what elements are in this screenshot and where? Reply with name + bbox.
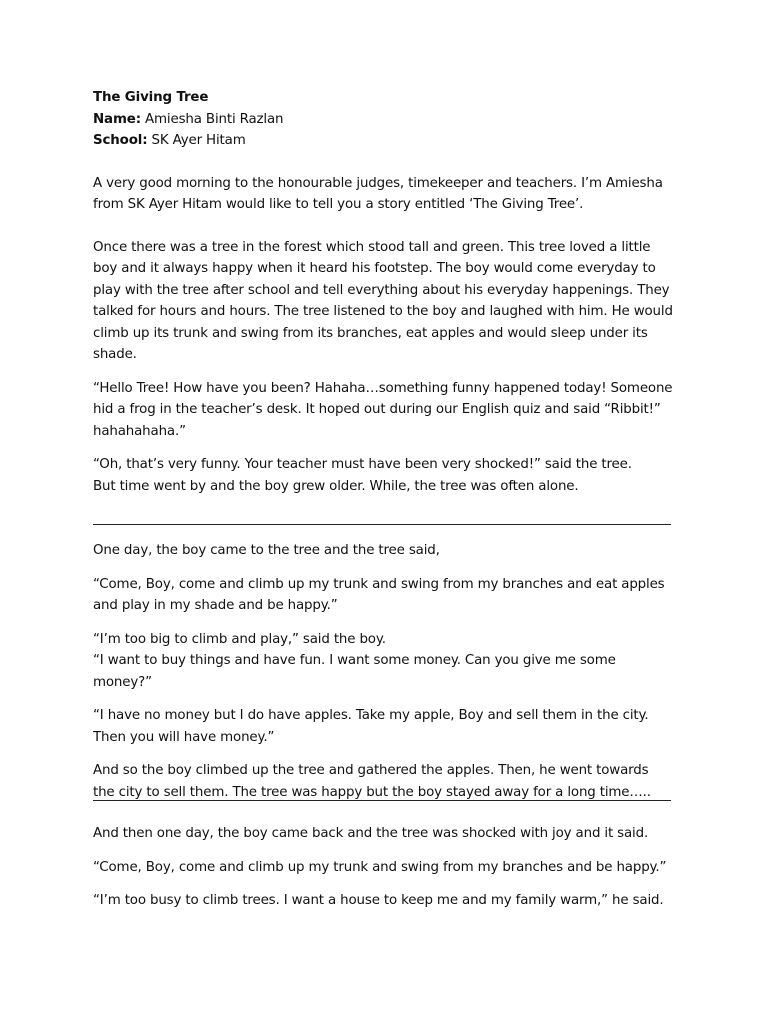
paragraph-one-day: One day, the boy came to the tree and the tree said,: [93, 543, 440, 558]
section-divider-1: [93, 524, 671, 525]
paragraph-want-money: “I want to buy things and have fun. I want some money. Can you give me some money?”: [93, 653, 616, 690]
paragraph-hello-tree: “Hello Tree! How have you been? Hahaha…something funny happened today! Someone hid a frog in the teacher’s desk. It hoped out during our English quiz and said “Ribbit!” hahahahaha.”: [93, 380, 673, 439]
name-label: Name: [93, 111, 136, 127]
paragraph-tree-reply: “Oh, that’s very funny. Your teacher must have been very shocked!” said the tree.: [93, 457, 632, 472]
intro-paragraph: A very good morning to the honourable judges, timekeeper and teachers. I’m Amiesha from SK Ayer Hitam would like to tell you a story entitled ‘The Giving Tree’.: [93, 175, 663, 212]
paragraph-come-boy-happy: “Come, Boy, come and climb up my trunk and swing from my branches and be happy.”: [93, 859, 667, 875]
paragraph-gathered-apples: And so the boy climbed up the tree and gathered the apples. Then, he went towards the city to sell them. The tree was happy but the boy stayed away for a long time…..: [93, 763, 651, 800]
name-value: Amiesha Binti Razlan: [145, 111, 284, 127]
paragraph-too-busy: “I’m too busy to climb trees. I want a house to keep me and my family warm,” he said.: [93, 893, 664, 908]
document-body: [93, 87, 673, 912]
paragraph-time-went-by: But time went by and the boy grew older. While, the tree was often alone.: [93, 478, 579, 494]
paragraph-too-big: “I’m too big to climb and play,” said the boy.: [93, 631, 386, 647]
section-divider-2: [93, 800, 671, 801]
author-line: Name: Amiesha Binti Razlan: [93, 111, 284, 127]
school-line: School: SK Ayer Hitam: [93, 133, 246, 148]
paragraph-tree-and-boy: Once there was a tree in the forest which stood tall and green. This tree loved a little boy and it always happy when it heard his footstep. The boy would come everyday to play with the tree after school and tell everything about his everyday happenings. They talked for hours and hours. The tree listened to the boy and laughed with him. He would climb up its trunk and swing from its branches, eat apples and would sleep under its shade.: [93, 239, 673, 362]
school-value: SK Ayer Hitam: [151, 133, 246, 148]
story-title: The Giving Tree: [93, 90, 209, 105]
paragraph-boy-came-back: And then one day, the boy came back and the tree was shocked with joy and it said.: [93, 826, 649, 841]
paragraph-no-money: “I have no money but I do have apples. Take my apple, Boy and sell them in the city. Then you will have money.”: [93, 708, 649, 745]
school-label: School: [93, 133, 143, 148]
paragraph-come-boy-apples: “Come, Boy, come and climb up my trunk and swing from my branches and eat apples and play in my shade and be happy.”: [93, 576, 665, 613]
